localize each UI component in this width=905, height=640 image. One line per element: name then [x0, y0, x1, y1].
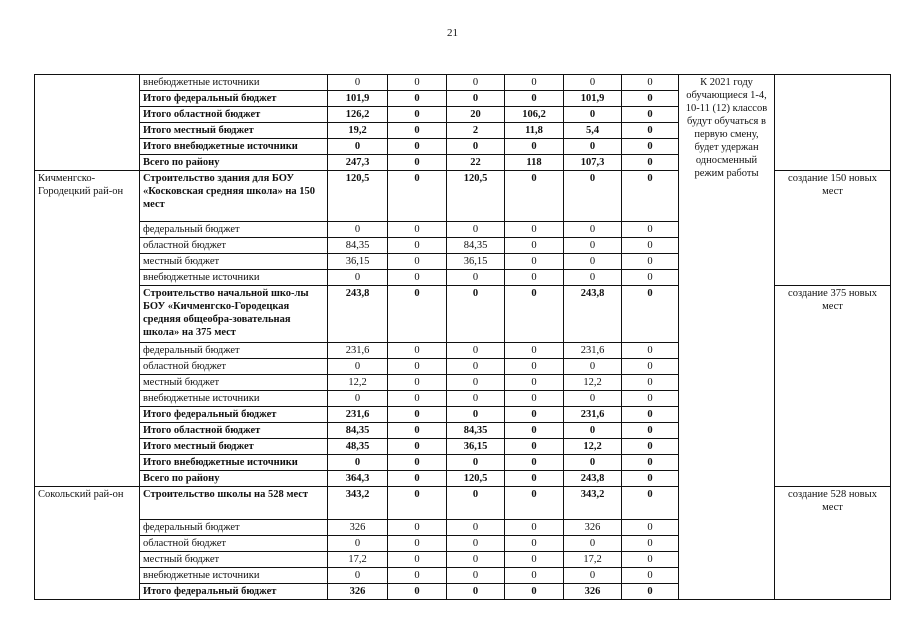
value-cell: 0 [505, 359, 564, 375]
value-cell: 0 [388, 171, 447, 222]
row-label: внебюджетные источники [140, 270, 328, 286]
value-cell: 0 [388, 254, 447, 270]
value-cell: 0 [622, 254, 679, 270]
row-label: областной бюджет [140, 536, 328, 552]
value-cell: 0 [505, 552, 564, 568]
value-cell: 120,5 [447, 471, 505, 487]
value-cell: 0 [388, 270, 447, 286]
value-cell: 326 [564, 584, 622, 600]
value-cell: 0 [622, 139, 679, 155]
value-cell: 0 [447, 407, 505, 423]
page-number: 21 [447, 27, 458, 39]
value-cell: 0 [622, 359, 679, 375]
value-cell: 12,2 [328, 375, 388, 391]
value-cell: 0 [505, 171, 564, 222]
row-label: областной бюджет [140, 359, 328, 375]
value-cell: 0 [447, 568, 505, 584]
value-cell: 0 [388, 155, 447, 171]
value-cell: 243,8 [328, 286, 388, 343]
value-cell: 0 [622, 471, 679, 487]
value-cell: 0 [505, 375, 564, 391]
value-cell: 343,2 [328, 487, 388, 520]
value-cell: 0 [564, 455, 622, 471]
value-cell: 11,8 [505, 123, 564, 139]
value-cell: 0 [505, 471, 564, 487]
value-cell: 0 [447, 343, 505, 359]
value-cell: 243,8 [564, 471, 622, 487]
value-cell: 107,3 [564, 155, 622, 171]
table-row [35, 75, 891, 91]
value-cell: 84,35 [328, 423, 388, 439]
value-cell: 0 [505, 343, 564, 359]
value-cell: 101,9 [328, 91, 388, 107]
value-cell: 0 [622, 520, 679, 536]
value-cell: 0 [388, 487, 447, 520]
value-cell: 0 [505, 423, 564, 439]
value-cell: 0 [505, 75, 564, 91]
value-cell: 0 [564, 391, 622, 407]
value-cell: 0 [447, 536, 505, 552]
value-cell: 0 [564, 254, 622, 270]
value-cell: 0 [505, 139, 564, 155]
value-cell: 5,4 [564, 123, 622, 139]
value-cell: 48,35 [328, 439, 388, 455]
row-label: Строительство школы на 528 мест [140, 487, 328, 520]
value-cell: 0 [447, 222, 505, 238]
row-label: областной бюджет [140, 238, 328, 254]
value-cell: 0 [447, 139, 505, 155]
value-cell: 0 [622, 375, 679, 391]
value-cell: 84,35 [328, 238, 388, 254]
row-label: Итого федеральный бюджет [140, 91, 328, 107]
value-cell: 2 [447, 123, 505, 139]
value-cell: 0 [564, 270, 622, 286]
value-cell: 0 [447, 552, 505, 568]
value-cell: 0 [447, 270, 505, 286]
value-cell: 0 [622, 584, 679, 600]
value-cell: 22 [447, 155, 505, 171]
value-cell: 0 [564, 359, 622, 375]
value-cell: 0 [388, 407, 447, 423]
value-cell: 0 [388, 139, 447, 155]
value-cell: 36,15 [328, 254, 388, 270]
value-cell: 12,2 [564, 375, 622, 391]
value-cell: 0 [388, 471, 447, 487]
value-cell: 0 [505, 439, 564, 455]
value-cell: 0 [622, 568, 679, 584]
row-label: внебюджетные источники [140, 75, 328, 91]
value-cell: 0 [622, 423, 679, 439]
value-cell: 0 [505, 568, 564, 584]
value-cell: 84,35 [447, 238, 505, 254]
value-cell: 126,2 [328, 107, 388, 123]
value-cell: 0 [328, 536, 388, 552]
value-cell: 0 [447, 487, 505, 520]
value-cell: 17,2 [564, 552, 622, 568]
row-label: местный бюджет [140, 552, 328, 568]
value-cell: 0 [564, 536, 622, 552]
value-cell: 0 [622, 155, 679, 171]
value-cell: 326 [328, 584, 388, 600]
value-cell: 0 [622, 222, 679, 238]
value-cell: 0 [622, 286, 679, 343]
value-cell: 120,5 [328, 171, 388, 222]
result-note [775, 75, 891, 171]
value-cell: 36,15 [447, 439, 505, 455]
value-cell: 0 [388, 238, 447, 254]
result-note: создание 375 новых мест [775, 286, 891, 487]
value-cell: 0 [622, 391, 679, 407]
row-label: Строительство здания для БОУ «Косковская средняя школа» на 150 мест [140, 171, 328, 222]
value-cell: 231,6 [328, 407, 388, 423]
value-cell: 0 [622, 407, 679, 423]
value-cell: 0 [388, 439, 447, 455]
value-cell: 19,2 [328, 123, 388, 139]
row-label: местный бюджет [140, 375, 328, 391]
value-cell: 0 [388, 391, 447, 407]
value-cell: 0 [622, 552, 679, 568]
row-label: Всего по району [140, 471, 328, 487]
value-cell: 0 [388, 423, 447, 439]
value-cell: 20 [447, 107, 505, 123]
value-cell: 0 [388, 520, 447, 536]
value-cell: 36,15 [447, 254, 505, 270]
value-cell: 0 [622, 439, 679, 455]
row-label: Итого федеральный бюджет [140, 407, 328, 423]
value-cell: 17,2 [328, 552, 388, 568]
value-cell: 0 [564, 171, 622, 222]
value-cell: 0 [505, 254, 564, 270]
value-cell: 0 [622, 91, 679, 107]
value-cell: 243,8 [564, 286, 622, 343]
value-cell: 0 [564, 568, 622, 584]
value-cell: 0 [388, 568, 447, 584]
value-cell: 0 [505, 407, 564, 423]
result-note: создание 150 новых мест [775, 171, 891, 286]
value-cell: 0 [447, 359, 505, 375]
value-cell: 0 [505, 391, 564, 407]
value-cell: 0 [447, 584, 505, 600]
value-cell: 0 [622, 270, 679, 286]
district-cell: Кичменгско-Городецкий рай-он [35, 171, 140, 487]
value-cell: 0 [388, 455, 447, 471]
budget-table [34, 74, 891, 600]
value-cell: 0 [564, 139, 622, 155]
value-cell: 0 [388, 552, 447, 568]
value-cell: 0 [447, 391, 505, 407]
value-cell: 0 [328, 270, 388, 286]
district-cell: Сокольский рай-он [35, 487, 140, 600]
row-label: Строительство начальной шко-лы БОУ «Кичменгско-Городецкая средняя общеобра-зовательная школа» на 375 мест [140, 286, 328, 343]
value-cell: 0 [328, 222, 388, 238]
value-cell: 0 [388, 91, 447, 107]
value-cell: 0 [388, 286, 447, 343]
value-cell: 0 [388, 222, 447, 238]
value-cell: 0 [505, 520, 564, 536]
value-cell: 0 [622, 238, 679, 254]
value-cell: 120,5 [447, 171, 505, 222]
value-cell: 12,2 [564, 439, 622, 455]
value-cell: 0 [505, 270, 564, 286]
value-cell: 0 [328, 391, 388, 407]
shift-note: К 2021 году обучающиеся 1-4, 10-11 (12) классов будут обучаться в первую смену, будет удержан односменный режим работы [679, 75, 775, 600]
value-cell: 0 [388, 536, 447, 552]
value-cell: 118 [505, 155, 564, 171]
value-cell: 0 [447, 75, 505, 91]
value-cell: 0 [622, 455, 679, 471]
value-cell: 0 [505, 91, 564, 107]
value-cell: 84,35 [447, 423, 505, 439]
value-cell: 0 [328, 75, 388, 91]
value-cell: 0 [505, 536, 564, 552]
value-cell: 0 [622, 107, 679, 123]
row-label: Итого внебюджетные источники [140, 139, 328, 155]
table-body [35, 75, 891, 600]
row-label: Итого областной бюджет [140, 107, 328, 123]
value-cell: 0 [505, 455, 564, 471]
value-cell: 231,6 [564, 343, 622, 359]
row-label: Итого федеральный бюджет [140, 584, 328, 600]
value-cell: 326 [328, 520, 388, 536]
row-label: Всего по району [140, 155, 328, 171]
value-cell: 0 [564, 75, 622, 91]
value-cell: 0 [447, 375, 505, 391]
row-label: местный бюджет [140, 254, 328, 270]
value-cell: 0 [328, 455, 388, 471]
value-cell: 0 [447, 520, 505, 536]
value-cell: 0 [388, 359, 447, 375]
value-cell: 343,2 [564, 487, 622, 520]
row-label: федеральный бюджет [140, 343, 328, 359]
value-cell: 0 [505, 584, 564, 600]
value-cell: 231,6 [328, 343, 388, 359]
row-label: Итого местный бюджет [140, 439, 328, 455]
row-label: Итого внебюджетные источники [140, 455, 328, 471]
value-cell: 247,3 [328, 155, 388, 171]
value-cell: 0 [564, 238, 622, 254]
value-cell: 231,6 [564, 407, 622, 423]
value-cell: 106,2 [505, 107, 564, 123]
row-label: внебюджетные источники [140, 568, 328, 584]
row-label: внебюджетные источники [140, 391, 328, 407]
value-cell: 0 [388, 75, 447, 91]
value-cell: 0 [505, 286, 564, 343]
value-cell: 0 [388, 123, 447, 139]
row-label: Итого областной бюджет [140, 423, 328, 439]
value-cell: 0 [505, 487, 564, 520]
value-cell: 0 [447, 455, 505, 471]
row-label: федеральный бюджет [140, 222, 328, 238]
row-label: Итого местный бюджет [140, 123, 328, 139]
value-cell: 0 [564, 423, 622, 439]
value-cell: 0 [564, 107, 622, 123]
value-cell: 0 [622, 536, 679, 552]
value-cell: 0 [564, 222, 622, 238]
row-label: федеральный бюджет [140, 520, 328, 536]
value-cell: 0 [388, 107, 447, 123]
value-cell: 0 [505, 238, 564, 254]
value-cell: 0 [328, 568, 388, 584]
value-cell: 0 [622, 123, 679, 139]
value-cell: 0 [622, 343, 679, 359]
value-cell: 0 [328, 139, 388, 155]
value-cell: 0 [622, 487, 679, 520]
value-cell: 0 [388, 375, 447, 391]
district-cell [35, 75, 140, 171]
value-cell: 0 [622, 171, 679, 222]
value-cell: 0 [505, 222, 564, 238]
value-cell: 0 [388, 584, 447, 600]
value-cell: 101,9 [564, 91, 622, 107]
value-cell: 0 [447, 91, 505, 107]
value-cell: 326 [564, 520, 622, 536]
value-cell: 0 [328, 359, 388, 375]
value-cell: 0 [622, 75, 679, 91]
value-cell: 0 [447, 286, 505, 343]
value-cell: 364,3 [328, 471, 388, 487]
result-note: создание 528 новых мест [775, 487, 891, 600]
value-cell: 0 [388, 343, 447, 359]
